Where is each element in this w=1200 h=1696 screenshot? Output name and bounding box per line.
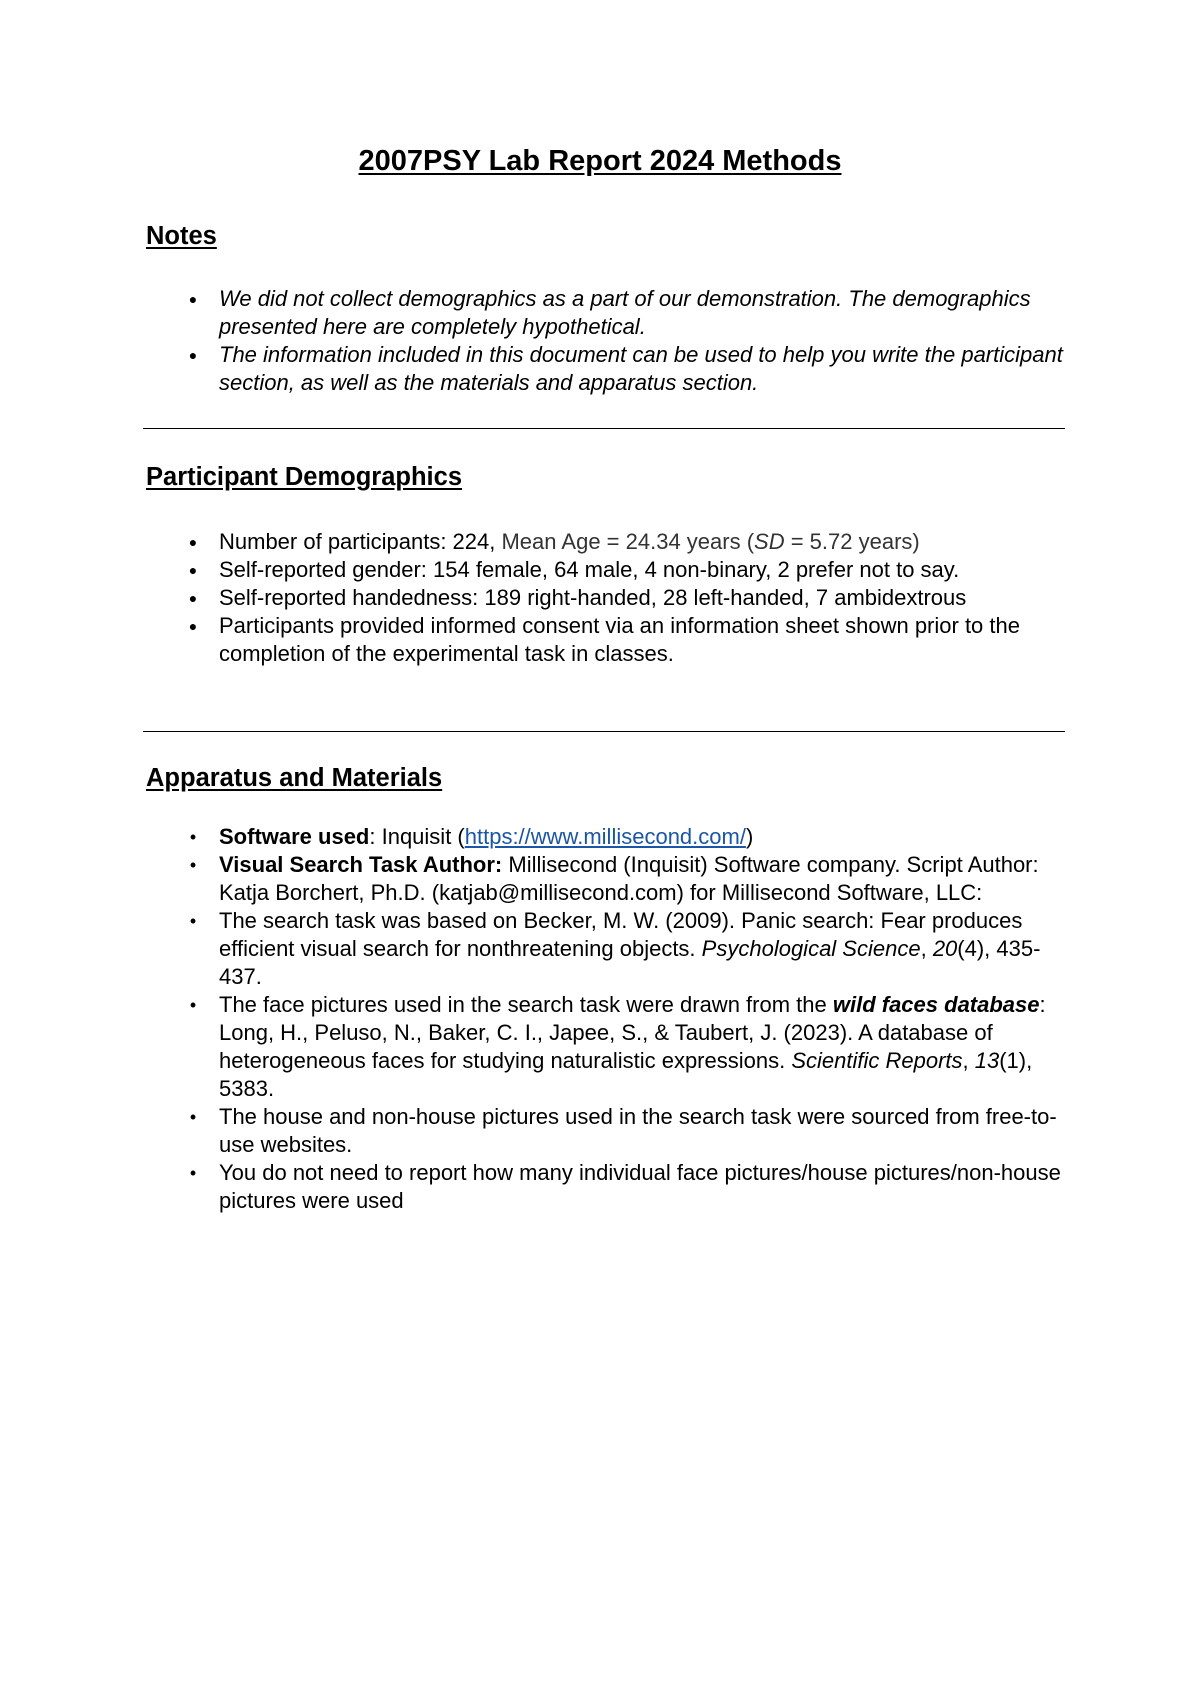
gender-text: Self-reported gender: 154 female, 64 male, 4 non-binary, 2 prefer not to say. [219,557,960,582]
list-item [143,1159,1068,1215]
list-item [143,851,1068,907]
list-item [143,907,1068,991]
basis-text: The search task was based on Becker, M. W. (2009). Panic search: Fear produces efficient visual search for nonthreatening objects. [219,908,1023,961]
notes-heading: Notes [146,222,217,250]
bullet-icon: ● [188,618,198,634]
basis-comma: , [920,936,933,961]
report-note-text: You do not need to report how many individual face pictures/house pictures/non-house pictures were used [219,1160,1061,1213]
basis-rest: (4), 435-437. [219,936,1041,989]
basis-volume: 20 [932,936,958,961]
list-item [143,1103,1068,1159]
consent-text: Participants provided informed consent via an information sheet shown prior to the completion of the experimental task in classes. [219,613,1020,666]
list-item [143,584,1068,612]
basis-journal: Psychological Science [701,936,921,961]
bullet-icon: • [189,1107,197,1127]
list-item [143,285,1068,341]
bullet-icon: • [189,855,197,875]
author-label: Visual Search Task Author: [219,852,503,877]
list-item [143,556,1068,584]
faces-db-name: wild faces database [832,992,1040,1017]
houses-text: The house and non-house pictures used in the search task were sourced from free-to-use websites. [219,1104,1057,1157]
list-item [143,823,1068,851]
bullet-icon: ● [188,291,198,307]
software-text: : Inquisit ( [369,824,465,849]
bullet-icon: ● [188,562,198,578]
faces-comma: , [962,1048,975,1073]
list-item [143,341,1068,397]
millisecond-link[interactable]: https://www.millisecond.com/ [464,824,746,849]
bullet-icon: ● [188,590,198,606]
apparatus-list [143,823,1068,1215]
software-label: Software used [219,824,370,849]
participant-count: Number of participants: 224, [219,529,502,554]
mean-age: Mean Age = 24.34 years ( [501,529,755,554]
handedness-text: Self-reported handedness: 189 right-handed, 28 left-handed, 7 ambidextrous [219,585,967,610]
faces-volume: 13 [974,1048,1000,1073]
demographics-heading: Participant Demographics [146,463,462,491]
author-text: Millisecond (Inquisit) Software company. Script Author: Katja Borchert, Ph.D. (katjab@millisecond.com) for Millisecond Software, LLC: [219,852,1039,905]
faces-journal: Scientific Reports [791,1048,963,1073]
sd-label: SD [754,529,785,554]
list-item [143,612,1068,668]
demographics-list [143,528,1068,668]
faces-text: The face pictures used in the search task were drawn from the [219,992,833,1017]
bullet-icon: • [189,995,197,1015]
bullet-icon: • [189,827,197,847]
bullet-icon: • [189,1163,197,1183]
faces-rest: (1), 5383. [219,1048,1033,1101]
software-close: ) [745,824,754,849]
section-divider [143,731,1065,732]
document-title: 2007PSY Lab Report 2024 Methods [358,145,842,177]
list-item [143,991,1068,1103]
bullet-icon: • [189,911,197,931]
list-item [143,528,1068,556]
note-text: We did not collect demographics as a part of our demonstration. The demographics presented here are completely hypothetical. [219,286,1031,339]
bullet-icon: ● [188,347,198,363]
notes-list [143,285,1068,397]
faces-citation: : Long, H., Peluso, N., Baker, C. I., Japee, S., & Taubert, J. (2023). A database of heterogeneous faces for studying naturalistic expressions. [219,992,1046,1073]
bullet-icon: ● [188,534,198,550]
note-text: The information included in this document can be used to help you write the participant section, as well as the materials and apparatus section. [219,342,1063,395]
sd-value: = 5.72 years) [784,529,920,554]
section-divider [143,428,1065,429]
apparatus-heading: Apparatus and Materials [146,764,443,792]
